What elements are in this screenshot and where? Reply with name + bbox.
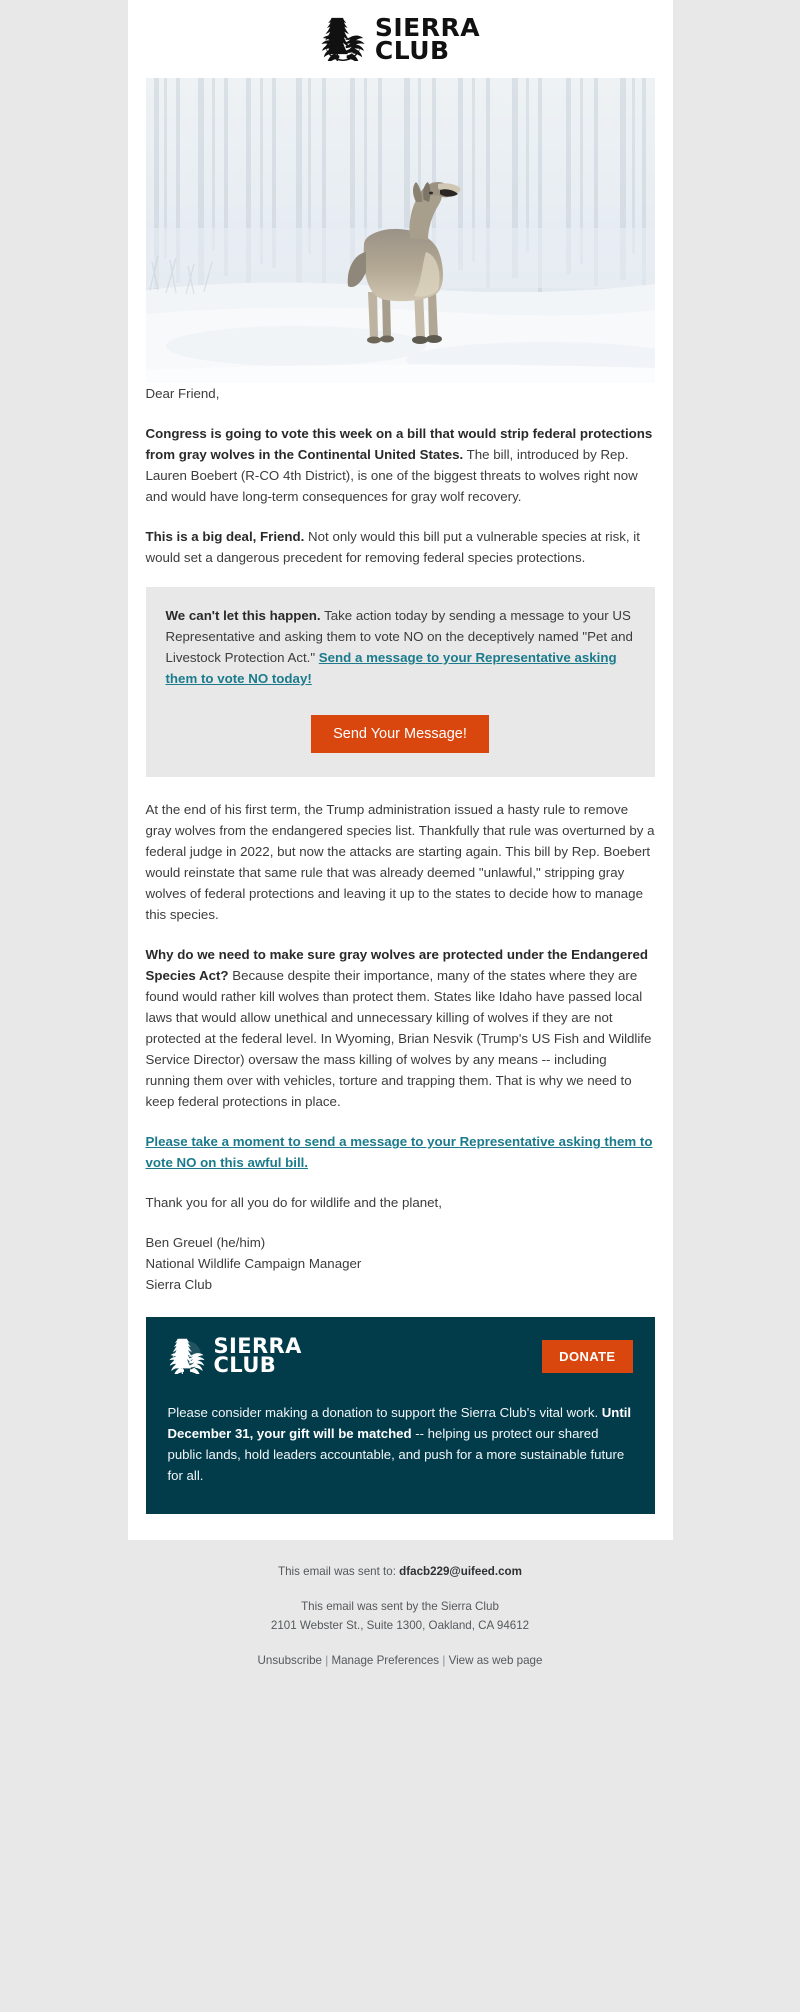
donate-button[interactable]: DONATE xyxy=(542,1340,632,1373)
donation-message-part-b: -- helping us protect our shared public lands, hold leaders accountable, and push for a more sustainable future for all. xyxy=(167,1425,625,1483)
paragraph-big-deal-lead: This is a big deal, Friend. xyxy=(145,529,305,544)
footer-address: 2101 Webster St., Suite 1300, Oakland, CA 94612 xyxy=(270,1618,530,1632)
paragraph-esa-question xyxy=(146,944,655,1112)
paragraph-congress-vote xyxy=(146,423,655,507)
closing-link-paragraph xyxy=(146,1131,655,1173)
greeting: Dear Friend, xyxy=(145,386,220,401)
footer-links xyxy=(20,1651,780,1670)
footer-sent-to-label: This email was sent to: xyxy=(278,1564,400,1578)
email-body xyxy=(128,383,673,1295)
paragraph-congress-vote-rest: The bill, introduced by Rep. Lauren Boebert (R-CO 4th District), is one of the biggest threats to wolves right now and would have long-term consequences for gray wolf recovery. xyxy=(145,447,638,504)
unsubscribe-link[interactable]: Unsubscribe xyxy=(257,1653,322,1667)
footer-separator-1: | xyxy=(321,1653,332,1667)
footer-logo-line-2: CLUB xyxy=(213,1353,277,1378)
donation-message-part-a: Please consider making a donation to support the Sierra Club's vital work. xyxy=(167,1404,602,1420)
footer-recipient xyxy=(20,1562,780,1581)
paragraph-esa-question-rest: Because despite their importance, many of the states where they are found would rather kill wolves than protect them. States like Idaho have passed local laws that would allow unethical and unnecessary killing of wolves if they are not protected at the federal level. In Wyoming, Brian Nesvik (Trump's US Fish and Wildlife Service Director) oversaw the mass killing of wolves by any means -- including running them over with vehicles, torture and trapping them. That is why we need to keep federal protections in place. xyxy=(145,968,652,1109)
donation-banner xyxy=(146,1317,655,1514)
callout-text xyxy=(166,605,635,689)
sierra-club-wordmark xyxy=(374,13,481,65)
wolf-howling-hero-image xyxy=(146,78,655,383)
manage-preferences-link[interactable]: Manage Preferences xyxy=(331,1653,440,1667)
footer-recipient-email: dfacb229@uifeed.com xyxy=(399,1564,522,1578)
donation-banner-top xyxy=(168,1334,633,1378)
cta-row xyxy=(166,715,635,753)
paragraph-congress-vote-lead: Congress is going to vote this week on a bill that would strip federal protections from gray wolves in the Continental United States. xyxy=(145,426,653,462)
footer-logo-line-1: SIERRA xyxy=(213,1334,302,1358)
callout-lead: We can't let this happen. xyxy=(165,608,321,623)
paragraph-big-deal-rest: Not only would this bill put a vulnerable species at risk, it would set a dangerous precedent for removing federal species protections. xyxy=(145,529,640,565)
sierra-club-logo-footer[interactable] xyxy=(168,1334,302,1378)
footer-sender xyxy=(20,1597,780,1635)
donation-message xyxy=(168,1402,633,1486)
signature-block xyxy=(146,1232,655,1295)
logo-line-1: SIERRA xyxy=(374,13,481,42)
thank-you-line: Thank you for all you do for wildlife and the planet, xyxy=(145,1195,442,1210)
signature-title: National Wildlife Campaign Manager xyxy=(145,1256,362,1271)
signature-org: Sierra Club xyxy=(145,1277,213,1292)
sierra-club-sequoia-icon xyxy=(320,17,366,61)
logo-line-2: CLUB xyxy=(374,36,450,65)
email-footer xyxy=(0,1540,800,1700)
paragraph-esa-question-lead: Why do we need to make sure gray wolves are protected under the Endangered Species Act? xyxy=(145,947,648,983)
callout-rest: Take action today by sending a message to your US Representative and asking them to vote NO on the deceptively named "Pet and Livestock Protection Act." xyxy=(165,608,633,665)
view-as-web-page-link[interactable]: View as web page xyxy=(448,1653,543,1667)
sierra-club-logo[interactable] xyxy=(320,13,481,65)
email-card xyxy=(128,0,673,1540)
paragraph-big-deal xyxy=(146,526,655,568)
callout-action-link[interactable]: Send a message to your Representative asking them to vote NO today! xyxy=(165,650,617,686)
closing-action-link[interactable]: Please take a moment to send a message to your Representative asking them to vote NO on this awful bill. xyxy=(145,1134,653,1170)
footer-separator-2: | xyxy=(439,1653,449,1667)
action-callout-box xyxy=(146,587,655,777)
footer-sent-by: This email was sent by the Sierra Club xyxy=(301,1599,499,1613)
card-bottom-spacer xyxy=(128,1514,673,1540)
signature-name: Ben Greuel (he/him) xyxy=(145,1235,266,1250)
sierra-club-sequoia-icon-white xyxy=(168,1338,206,1374)
donation-match-highlight: Until December 31, your gift will be matched xyxy=(167,1404,632,1441)
sierra-club-wordmark-footer xyxy=(213,1334,302,1378)
email-header xyxy=(128,0,673,78)
send-your-message-button[interactable]: Send Your Message! xyxy=(311,715,489,753)
paragraph-trump-rule: At the end of his first term, the Trump administration issued a hasty rule to remove gray wolves from the endangered species list. Thankfully that rule was overturned by a federal judge in 2022, but now the attacks are starting again. This bill by Rep. Boebert would reinstate that same rule that was already deemed "unlawful," stripping gray wolves of federal protections and leaving it up to the states to decide how to manage this species. xyxy=(145,802,655,922)
hero-image-wrap xyxy=(128,78,673,383)
